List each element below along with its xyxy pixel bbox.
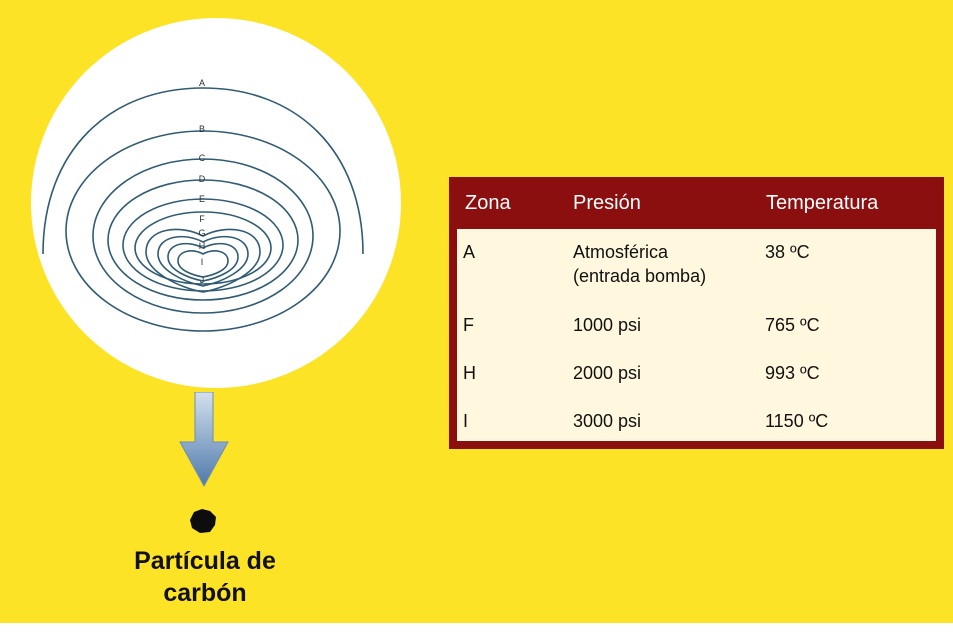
cell-presion: 1000 psi bbox=[573, 315, 642, 335]
zone-label-f: F bbox=[199, 214, 205, 224]
particle-caption bbox=[95, 545, 315, 609]
cell-zona: F bbox=[463, 315, 474, 335]
carbon-particle-icon bbox=[188, 508, 220, 534]
zone-label-a: A bbox=[198, 78, 206, 88]
cell-temperatura: 1150 ºC bbox=[765, 411, 829, 431]
cell-presion: 3000 psi bbox=[573, 411, 642, 431]
cell-temperatura: 765 ºC bbox=[765, 315, 820, 335]
particle-cross-section bbox=[31, 18, 401, 388]
down-arrow-icon bbox=[178, 392, 230, 488]
cell-presion-line-1: Atmosférica bbox=[573, 242, 669, 262]
pressure-temperature-table bbox=[449, 177, 944, 449]
header-zona: Zona bbox=[465, 192, 511, 214]
cell-presion-line-2: (entrada bomba) bbox=[573, 266, 707, 286]
zone-label-i: I bbox=[200, 257, 204, 267]
cell-zona: H bbox=[463, 363, 476, 383]
zone-label-c: C bbox=[198, 153, 206, 163]
zone-label-h: H bbox=[198, 241, 206, 251]
cell-presion: 2000 psi bbox=[573, 363, 642, 383]
zone-label-d: D bbox=[198, 174, 206, 184]
caption-line-1: Partícula de bbox=[134, 547, 276, 575]
zone-label-b: B bbox=[198, 124, 206, 134]
header-temperatura: Temperatura bbox=[766, 192, 879, 214]
table-body bbox=[457, 229, 936, 441]
zone-label-j: J bbox=[199, 275, 205, 285]
cell-temperatura: 993 ºC bbox=[765, 363, 820, 383]
caption-line-2: carbón bbox=[163, 579, 247, 607]
cell-zona: A bbox=[463, 242, 476, 262]
table-header-row bbox=[457, 177, 936, 229]
cell-presion bbox=[573, 240, 706, 288]
zone-label-e: E bbox=[198, 194, 206, 204]
header-presion: Presión bbox=[573, 192, 641, 214]
cell-zona: I bbox=[463, 411, 469, 431]
cell-temperatura: 38 ºC bbox=[765, 242, 810, 262]
zone-label-g: G bbox=[198, 228, 206, 238]
pressure-zone-diagram bbox=[0, 0, 430, 400]
